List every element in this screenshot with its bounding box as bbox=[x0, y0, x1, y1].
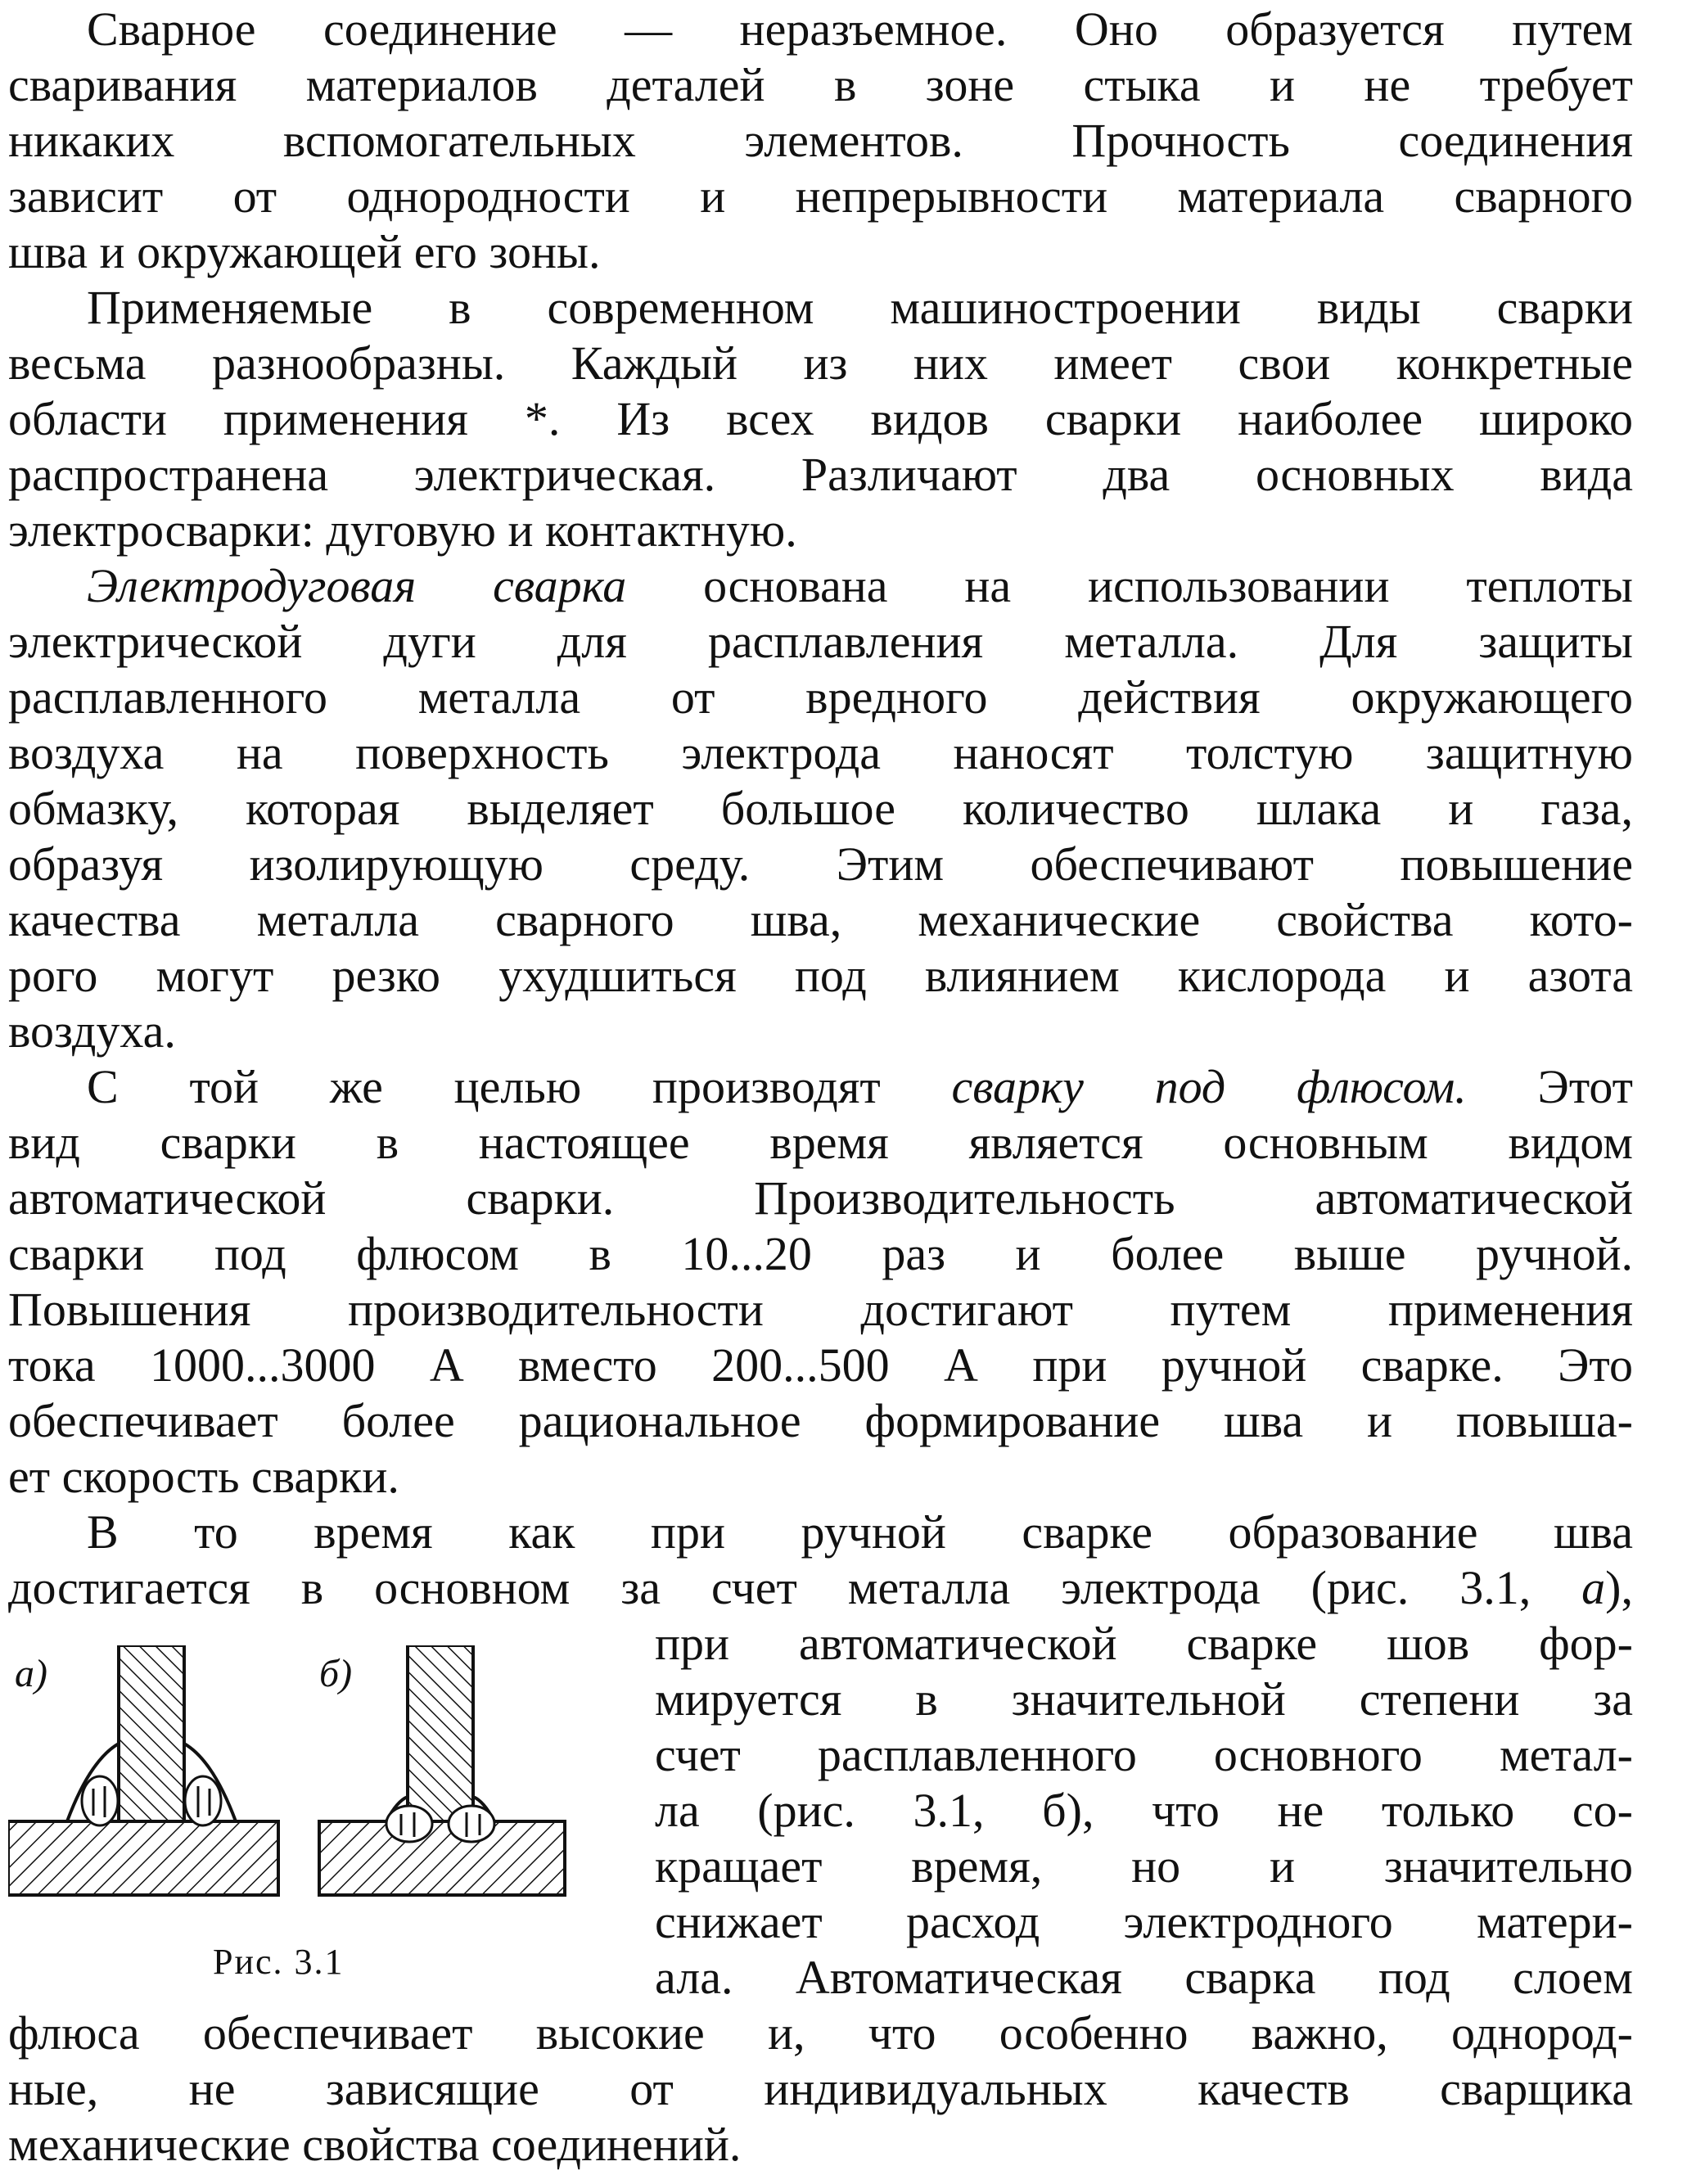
paragraph-4-line-1-start: С той же целью производят bbox=[87, 1060, 952, 1113]
paragraph-5-line-1: В то время как при ручной сварке образование шва bbox=[87, 1505, 1633, 1559]
paragraph-2-line-4: распространена электрическая. Различают два основных вида bbox=[8, 448, 1633, 501]
paragraph-5-narrow-line-1: при автоматической сварке шов фор- bbox=[655, 1617, 1633, 1670]
paragraph-3-line-2: электрической дуги для расплавления металла. Для защиты bbox=[8, 615, 1633, 668]
term-submerged-welding: сварку под флюсом. bbox=[951, 1060, 1467, 1113]
paragraph-3-line-4: воздуха на поверхность электрода наносят толстую защитную bbox=[8, 726, 1633, 779]
paragraph-3-line-9: воздуха. bbox=[8, 1004, 176, 1058]
paragraph-4-line-8: ет скорость сварки. bbox=[8, 1450, 399, 1503]
term-electric-arc-welding: Электродуговая сварка bbox=[87, 559, 627, 612]
paragraph-4-line-7: обеспечивает более рациональное формирование шва и повыша- bbox=[8, 1394, 1633, 1447]
paragraph-5-narrow-line-3: счет расплавленного основного метал- bbox=[655, 1728, 1633, 1781]
paragraph-5-narrow-line-6: снижает расход электродного матери- bbox=[655, 1895, 1633, 1948]
paragraph-5-tail-line-2: ные, не зависящие от индивидуальных качеств сварщика bbox=[8, 2062, 1633, 2115]
paragraph-4-line-6: тока 1000...3000 А вместо 200...500 А при ручной сварке. Это bbox=[8, 1338, 1633, 1392]
weld-a-base-plate bbox=[8, 1821, 278, 1895]
paragraph-3-line-6: образуя изолирующую среду. Этим обеспечивают повышение bbox=[8, 837, 1633, 891]
paragraph-5-tail-line-3: механические свойства соединений. bbox=[8, 2118, 742, 2171]
paragraph-1-line-3: никаких вспомогательных элементов. Прочность соединения bbox=[8, 114, 1633, 167]
paragraph-4-line-1 bbox=[8, 1059, 1633, 1115]
paragraph-4-line-1-end: Этот bbox=[1466, 1060, 1633, 1113]
paragraph-3-line-3: расплавленного металла от вредного действия окружающего bbox=[8, 670, 1633, 724]
weld-b-base-plate bbox=[319, 1821, 565, 1895]
figure-caption: Рис. 3.1 bbox=[213, 1942, 345, 1982]
paragraph-3-line-7: качества металла сварного шва, механические свойства кото- bbox=[8, 893, 1633, 946]
paragraph-5-narrow-line-5: кращает время, но и значительно bbox=[655, 1839, 1633, 1893]
paragraph-5-line-2-end: ), bbox=[1605, 1561, 1633, 1614]
paragraph-5-narrow-line-7: ала. Автоматическая сварка под слоем bbox=[655, 1951, 1633, 2004]
figure-label-a: а) bbox=[15, 1652, 47, 1695]
paragraph-3-line-1 bbox=[8, 558, 1633, 614]
paragraph-5-tail-line-1: флюса обеспечивает высокие и, что особенно важно, однород- bbox=[8, 2006, 1633, 2060]
paragraph-4-line-4: сварки под флюсом в 10...20 раз и более выше ручной. bbox=[8, 1227, 1633, 1280]
paragraph-4-line-3: автоматической сварки. Производительность автоматической bbox=[8, 1171, 1633, 1225]
weld-joint-diagram bbox=[8, 1645, 598, 1940]
paragraph-5-line-2-start: достигается в основном за счет металла электрода (рис. 3.1, bbox=[8, 1561, 1582, 1614]
paragraph-2-line-1: Применяемые в современном машиностроении виды сварки bbox=[87, 281, 1633, 334]
weld-a-vertical-plate bbox=[119, 1645, 184, 1821]
weld-b-vertical-plate bbox=[408, 1645, 473, 1821]
paragraph-5-narrow-line-4: ла (рис. 3.1, б), что не только со- bbox=[655, 1784, 1633, 1837]
figure-label-b: б) bbox=[319, 1652, 353, 1695]
paragraph-1-line-2: сваривания материалов деталей в зоне стыка и не требует bbox=[8, 58, 1633, 111]
paragraph-4-line-5: Повышения производительности достигают путем применения bbox=[8, 1283, 1633, 1336]
paragraph-1-line-4: зависит от однородности и непрерывности материала сварного bbox=[8, 169, 1633, 223]
paragraph-1-line-5: шва и окружающей его зоны. bbox=[8, 225, 601, 278]
paragraph-4-line-2: вид сварки в настоящее время является основным видом bbox=[8, 1116, 1633, 1169]
paragraph-5-line-2 bbox=[8, 1560, 1633, 1616]
paragraph-2-line-2: весьма разнообразны. Каждый из них имеет свои конкретные bbox=[8, 336, 1633, 390]
paragraph-2-line-3: области применения *. Из всех видов сварки наиболее широко bbox=[8, 392, 1633, 445]
paragraph-3-line-1-rest: основана на использовании теплоты bbox=[626, 559, 1633, 612]
paragraph-5-narrow-line-2: мируется в значительной степени за bbox=[655, 1672, 1633, 1726]
paragraph-3-line-5: обмазку, которая выделяет большое количество шлака и газа, bbox=[8, 782, 1633, 835]
figure-ref-a: а bbox=[1581, 1561, 1606, 1614]
paragraph-3-line-8: рого могут резко ухудшиться под влиянием кислорода и азота bbox=[8, 949, 1633, 1002]
paragraph-1-line-1: Сварное соединение — неразъемное. Оно образуется путем bbox=[87, 2, 1633, 56]
paragraph-2-line-5: электросварки: дуговую и контактную. bbox=[8, 503, 797, 557]
